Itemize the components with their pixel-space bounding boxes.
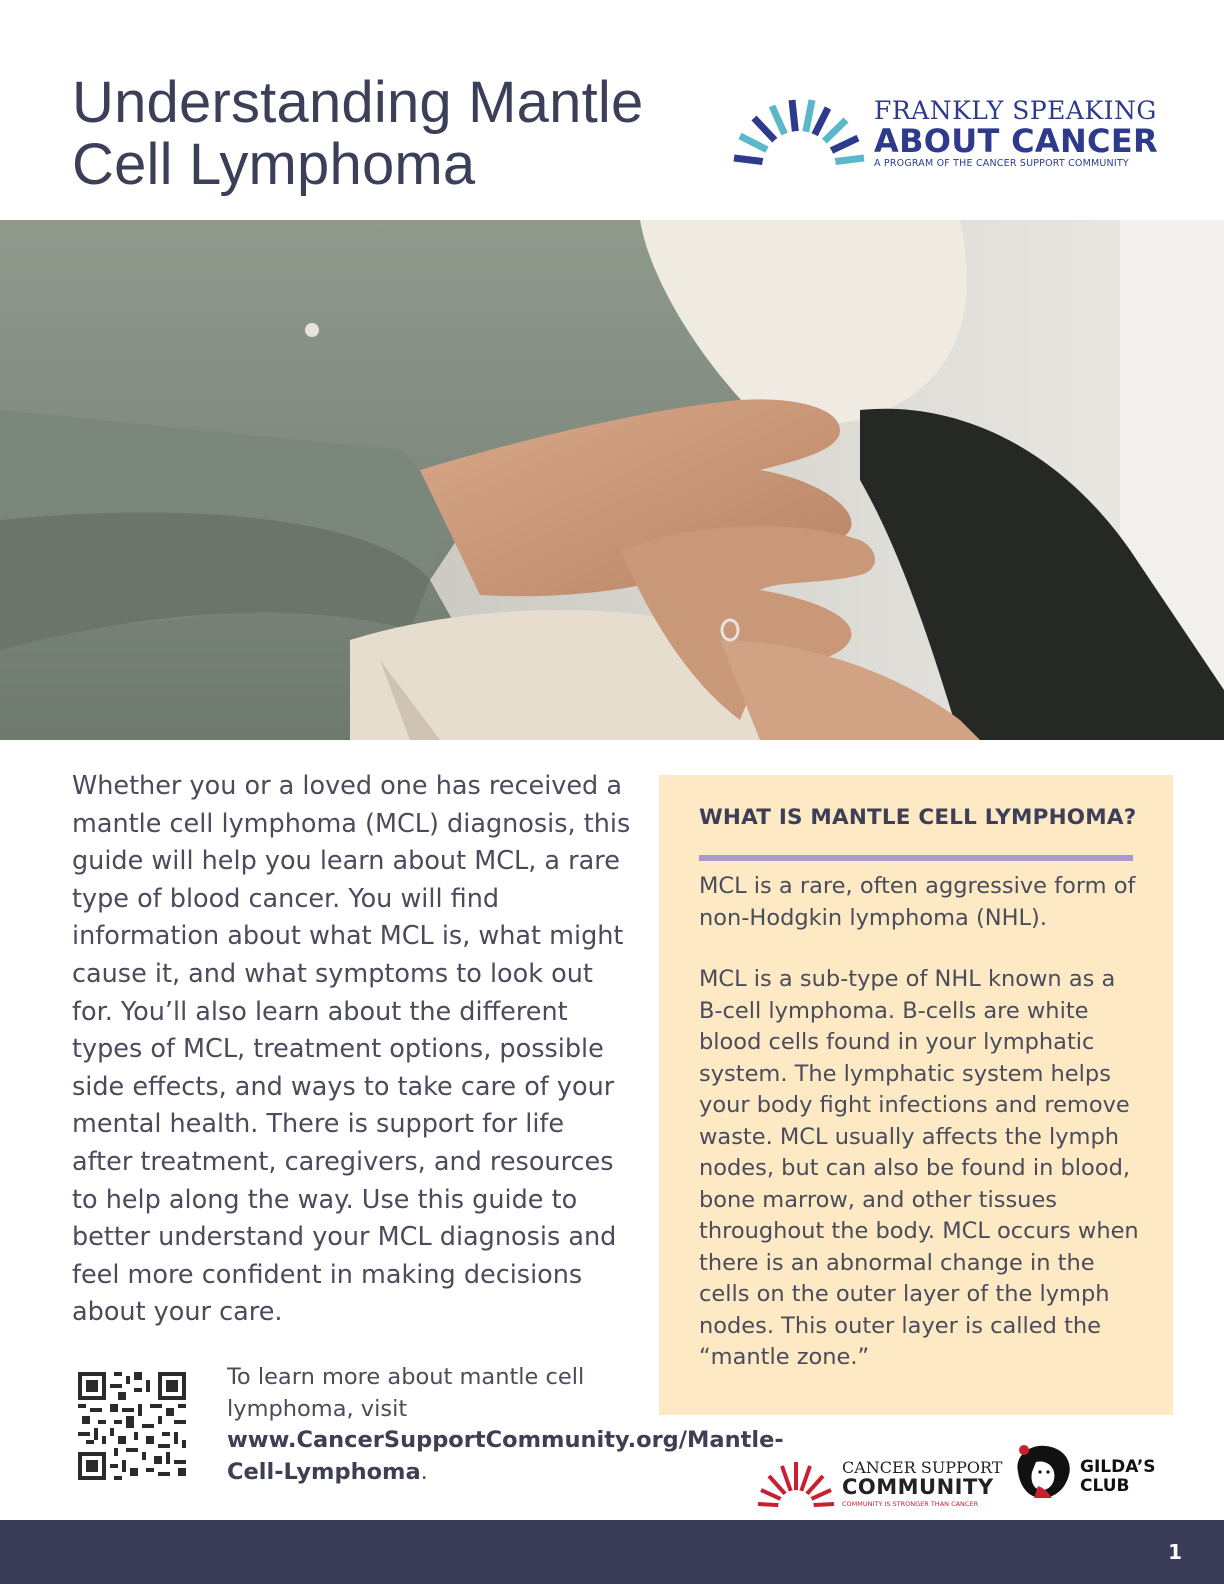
title-line-2: Cell Lymphoma — [72, 132, 476, 197]
qr-code-icon[interactable] — [78, 1372, 186, 1480]
gilda-portrait-icon — [1012, 1442, 1074, 1502]
brand-tagline: A PROGRAM OF THE CANCER SUPPORT COMMUNITY — [874, 158, 1129, 169]
csc-line-1: CANCER SUPPORT — [842, 1458, 1003, 1477]
footer-bar — [0, 1520, 1224, 1584]
gilda-line-2: CLUB — [1080, 1476, 1130, 1496]
gildas-club-logo — [1012, 1442, 1172, 1502]
csc-tagline: COMMUNITY IS STRONGER THAN CANCER — [842, 1500, 979, 1508]
title-line-1: Understanding Mantle — [72, 70, 644, 135]
sidebar-heading: WHAT IS MANTLE CELL LYMPHOMA? — [699, 805, 1137, 830]
learn-more-suffix: . — [420, 1458, 428, 1485]
brand-line-1: FRANKLY SPEAKING — [874, 96, 1157, 125]
page-title — [72, 72, 712, 196]
page-number: 1 — [1168, 1540, 1182, 1564]
sidebar-divider — [699, 855, 1133, 861]
sidebar-paragraph-2: MCL is a sub-type of NHL known as a B-cell lymphoma. B-cells are white blood cells found in your lymphatic system. The lymphatic system helps your body fight infections and remove waste. MCL usually affects the lymph nodes, but can also be found in blood, bone marrow, and other tissues throughout the body. MCL occurs when there is an abnormal change in the cells on the outer layer of the lymph nodes. This outer layer is called the “mantle zone.” — [699, 966, 1139, 1370]
gilda-line-1: GILDA’S — [1080, 1457, 1156, 1477]
hands-holding-photo — [0, 220, 1224, 740]
csc-line-2: COMMUNITY — [842, 1475, 994, 1499]
sunburst-logo-icon — [732, 98, 866, 168]
learn-more-link[interactable]: www.CancerSupportCommunity.org/Mantle-Cell-Lymphoma — [227, 1427, 784, 1485]
what-is-mcl-sidebar — [659, 775, 1173, 1415]
sidebar-paragraph-1: MCL is a rare, often aggressive form of non-Hodgkin lymphoma (NHL). — [699, 873, 1136, 931]
gilda-text — [1080, 1458, 1156, 1496]
brand-line-2: ABOUT CANCER — [874, 122, 1158, 160]
frankly-speaking-logo — [732, 96, 1172, 176]
intro-paragraph: Whether you or a loved one has received a mantle cell lymphoma (MCL) diagnosis, this guide will help you learn about MCL, a rare type of blood cancer. You will find information about what MCL is, what might cause it, and what symptoms to look out for. You’ll also learn about the different types of MCL, treatment options, possible side effects, and ways to take care of your mental health. There is support for life after treatment, caregivers, and resources to help along the way. Use this guide to better understand your MCL diagnosis and feel more confident in making decisions about your care. — [72, 771, 631, 1328]
csc-sunburst-icon — [756, 1460, 836, 1508]
learn-more-text — [227, 1362, 784, 1488]
learn-more-prefix: To learn more about mantle cell lymphoma, visit — [227, 1364, 585, 1422]
cancer-support-community-logo — [756, 1458, 1003, 1508]
